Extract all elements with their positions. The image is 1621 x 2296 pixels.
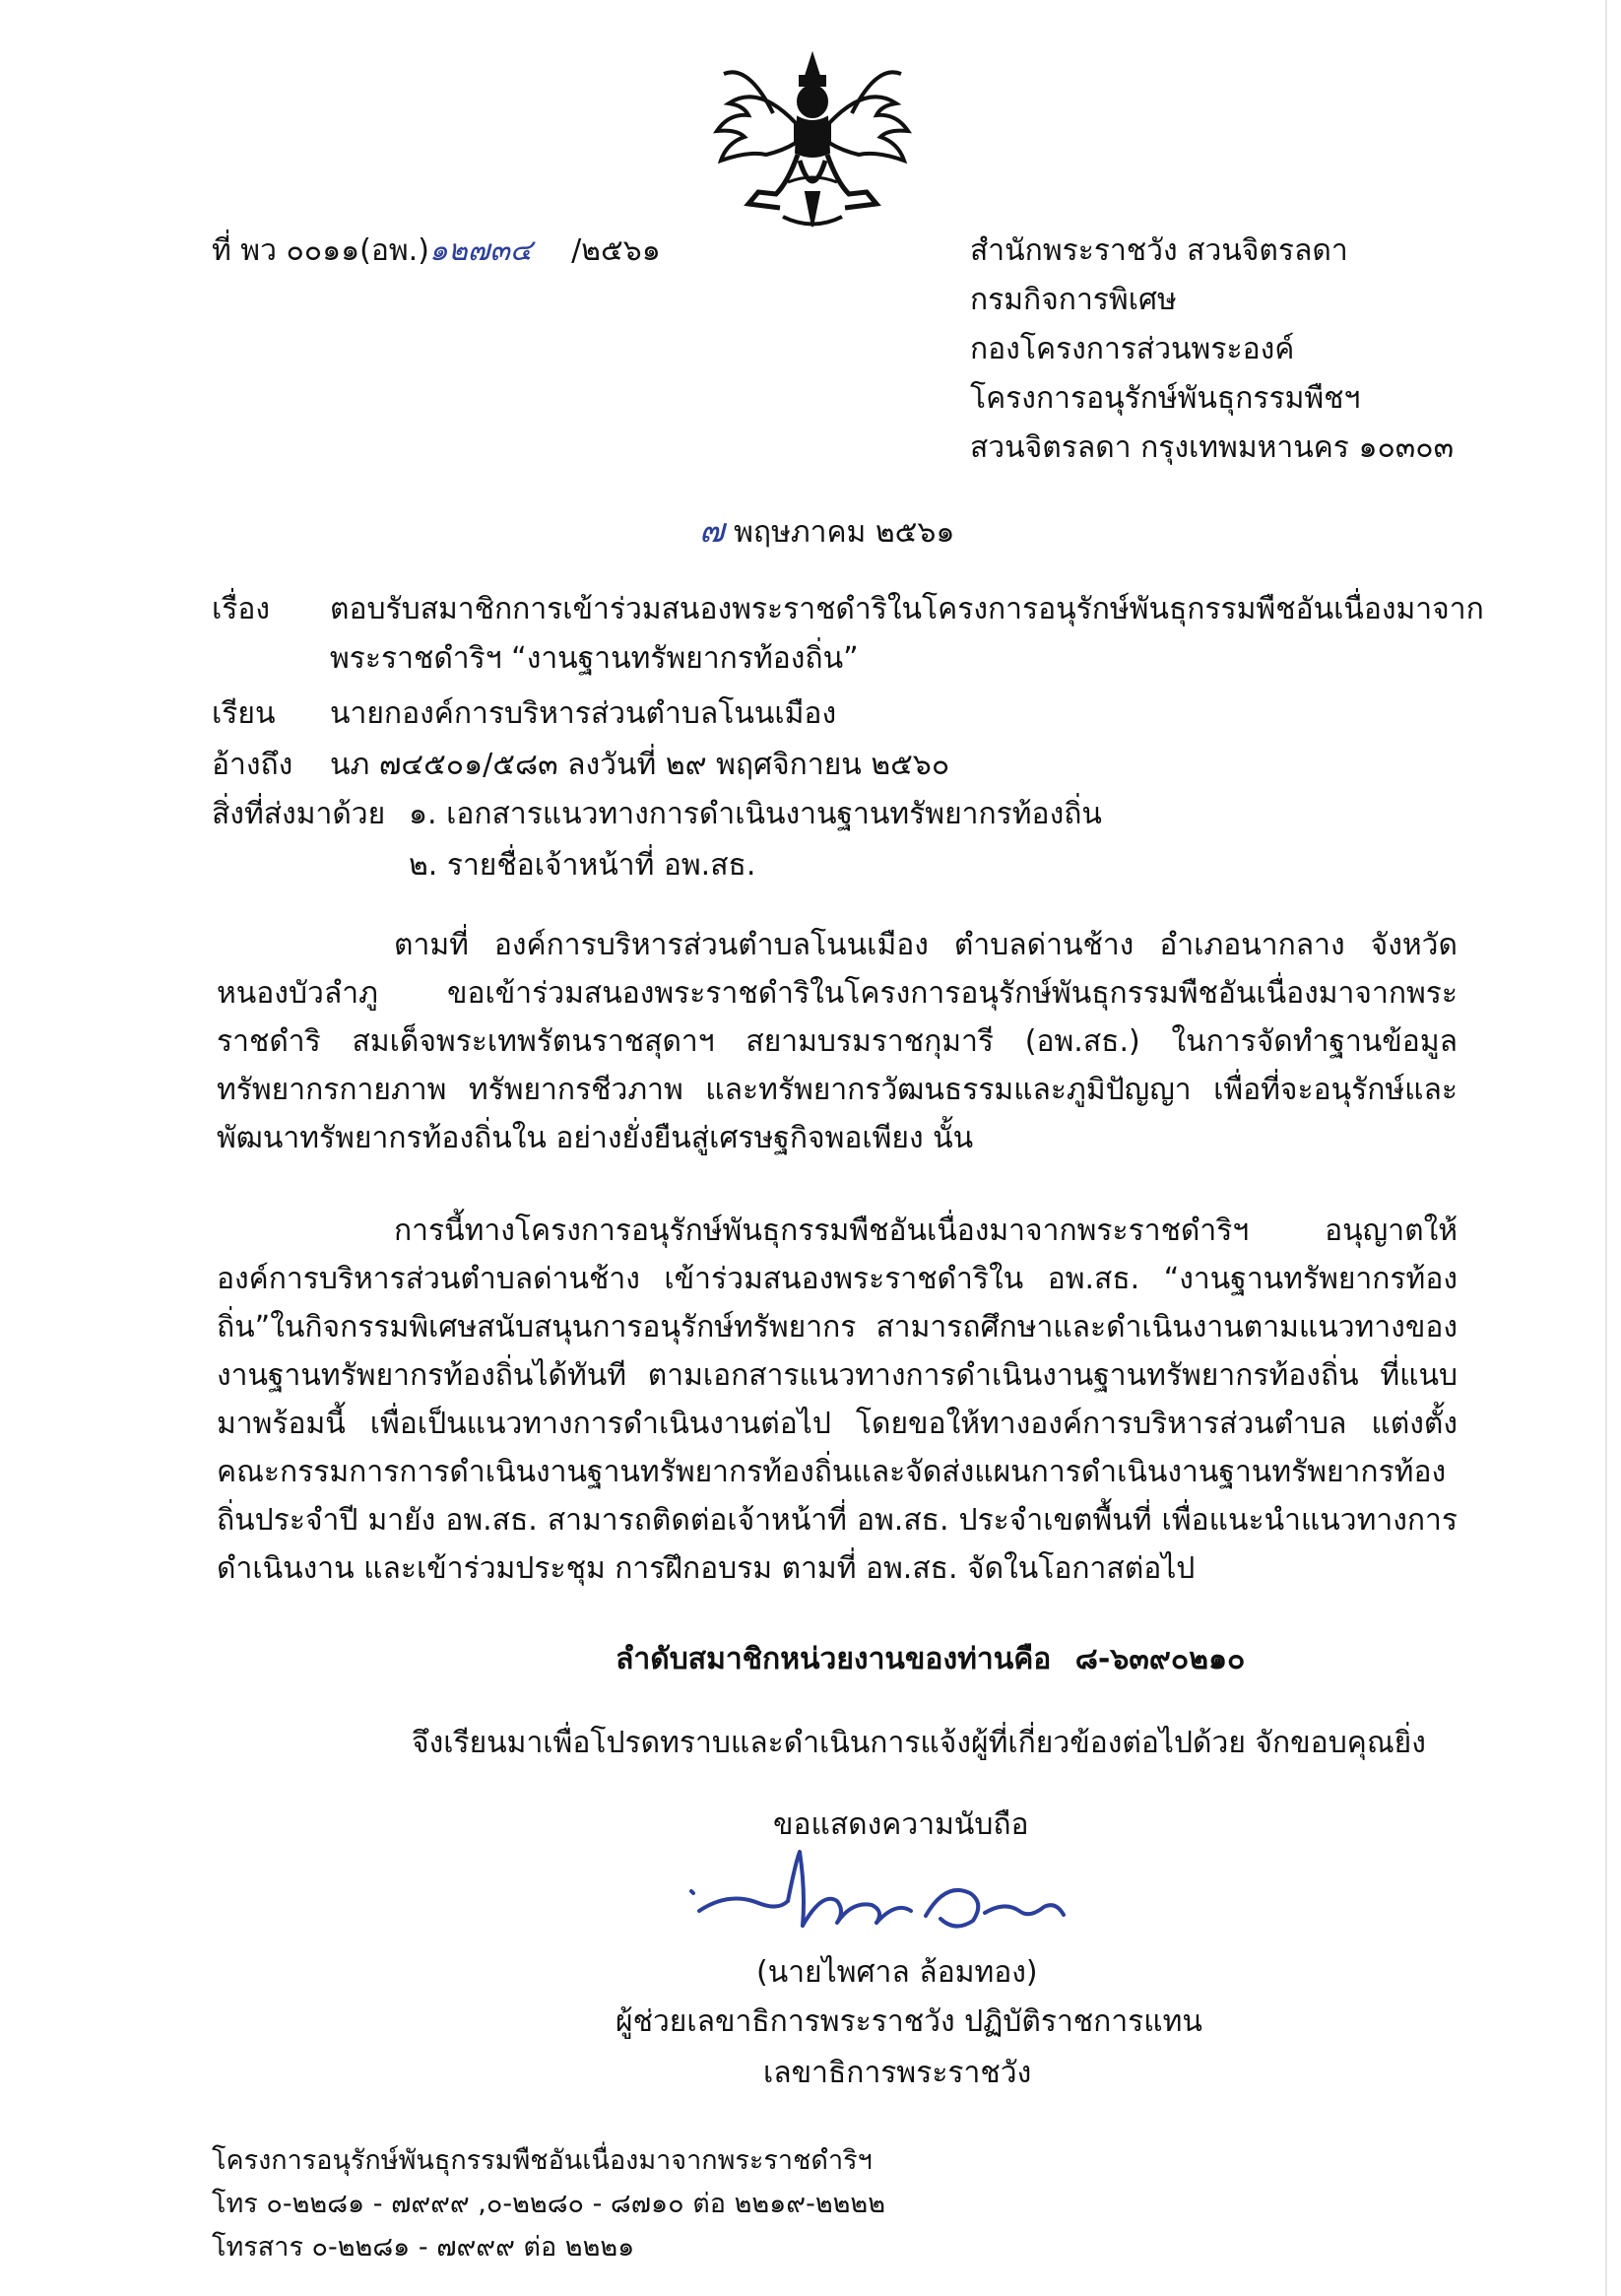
enclosure-label: สิ่งที่ส่งมาด้วย — [212, 797, 386, 831]
member-number-label: ลำดับสมาชิกหน่วยงานของท่านคือ — [616, 1642, 1052, 1676]
reference-number-handwritten: ๑๒๗๓๔ — [428, 233, 533, 268]
subject-line-2: พระราชดำริฯ “งานฐานทรัพยากรท้องถิ่น” — [330, 641, 859, 676]
subject-line-1: ตอบรับสมาชิกการเข้าร่วมสนองพระราชดำริในโครงการอนุรักษ์พันธุกรรมพืชอันเนื่องมาจาก — [330, 592, 1484, 626]
salutation: ขอแสดงความนับถือ — [773, 1807, 1029, 1842]
sender-line-1: สำนักพระราชวัง สวนจิตรลดา — [970, 233, 1348, 268]
reference-prefix: ที่ พว ๐๐๑๑(อพ.) — [212, 233, 429, 268]
letter-date — [699, 511, 955, 551]
garuda-emblem-icon — [689, 44, 936, 251]
enclosure-item-1: ๑. เอกสารแนวทางการดำเนินงานฐานทรัพยากรท้องถิ่น — [409, 797, 1102, 831]
date-day-handwritten: ๗ — [699, 511, 725, 551]
body-paragraph-2: การนี้ทางโครงการอนุรักษ์พันธุกรรมพืชอันเนื่องมาจากพระราชดำริฯ อนุญาตให้องค์การบริหารส่วนตำบลด่านช้าง เข้าร่วมสนองพระราชดำริใน อพ.สธ. “งานฐานทรัพยากรท้องถิ่น”ในกิจกรรมพิเศษสนับสนุนการอนุรักษ์ทรัพยากร สามารถศึกษาและดำเนินงานตามแนวทางของงานฐานทรัพยากรท้องถิ่นได้ทันที ตามเอกสารแนวทางการดำเนินงานฐานทรัพยากรท้องถิ่น ที่แนบมาพร้อมนี้ เพื่อเป็นแนวทางการดำเนินงานต่อไป โดยขอให้ทางองค์การบริหารส่วนตำบล แต่งตั้งคณะกรรมการการดำเนินงานฐานทรัพยากรท้องถิ่นและจัดส่งแผนการดำเนินงานฐานทรัพยากรท้องถิ่นประจำปี มายัง อพ.สธ. สามารถติดต่อเจ้าหน้าที่ อพ.สธ. ประจำเขตพื้นที่ เพื่อแนะนำแนวทางการดำเนินงาน และเข้าร่วมประชุม การฝึกอบรม ตามที่ อพ.สธ. จัดในโอกาสต่อไป — [217, 1214, 1458, 1586]
reference-year: /๒๕๖๑ — [571, 233, 661, 268]
member-number-value: ๘-๖๓๙๐๒๑๐ — [1074, 1642, 1246, 1676]
sender-line-2: กรมกิจการพิเศษ — [970, 283, 1177, 317]
enclosure-item-2: ๒. รายชื่อเจ้าหน้าที่ อพ.สธ. — [409, 848, 756, 883]
reference-number — [212, 233, 661, 268]
reference-label: อ้างถึง — [212, 748, 293, 782]
handwritten-signature — [689, 1842, 1073, 1950]
closing-paragraph: จึงเรียนมาเพื่อโปรดทราบและดำเนินการแจ้งผู้ที่เกี่ยวข้องต่อไปด้วย จักขอบคุณยิ่ง — [412, 1726, 1426, 1760]
footer-fax: โทรสาร ๐-๒๒๘๑ - ๗๙๙๙ ต่อ ๒๒๒๑ — [212, 2232, 635, 2263]
subject-label: เรื่อง — [212, 592, 271, 626]
reference-value: นภ ๗๔๕๐๑/๕๘๓ ลงวันที่ ๒๙ พฤศจิกายน ๒๕๖๐ — [330, 748, 950, 782]
sender-line-5: สวนจิตรลดา กรุงเทพมหานคร ๑๐๓๐๓ — [970, 430, 1455, 465]
date-month-year: พฤษภาคม ๒๕๖๑ — [734, 515, 955, 550]
signatory-position-1: ผู้ช่วยเลขาธิการพระราชวัง ปฏิบัติราชการแทน — [616, 2004, 1202, 2039]
to-label: เรียน — [212, 696, 276, 731]
footer-office: โครงการอนุรักษ์พันธุกรรมพืชอันเนื่องมาจากพระราชดำริฯ — [212, 2145, 873, 2176]
footer-phone: โทร ๐-๒๒๘๑ - ๗๙๙๙ ,๐-๒๒๘๐ - ๘๗๑๐ ต่อ ๒๒๑๙-๒๒๒๒ — [212, 2189, 886, 2219]
page-edge — [1605, 0, 1607, 2296]
signatory-position-2: เลขาธิการพระราชวัง — [763, 2056, 1032, 2090]
to-value: นายกองค์การบริหารส่วนตำบลโนนเมือง — [330, 696, 837, 731]
body-paragraph-1: ตามที่ องค์การบริหารส่วนตำบลโนนเมือง ตำบลด่านช้าง อำเภอนากลาง จังหวัดหนองบัวลำภู ขอเข้าร่วมสนองพระราชดำริในโครงการอนุรักษ์พันธุกรรมพืชอันเนื่องมาจากพระราชดำริ สมเด็จพระเทพรัตนราชสุดาฯ สยามบรมราชกุมารี (อพ.สธ.) ในการจัดทำฐานข้อมูลทรัพยากรกายภาพ ทรัพยากรชีวภาพ และทรัพยากรวัฒนธรรมและภูมิปัญญา เพื่อที่จะอนุรักษ์และพัฒนาทรัพยากรท้องถิ่นใน อย่างยั่งยืนสู่เศรษฐกิจพอเพียง นั้น — [217, 928, 1458, 1155]
sender-line-3: กองโครงการส่วนพระองค์ — [970, 332, 1295, 366]
member-number-line — [616, 1642, 1246, 1676]
signatory-name: (นายไพศาล ล้อมทอง) — [756, 1955, 1038, 1990]
sender-line-4: โครงการอนุรักษ์พันธุกรรมพืชฯ — [970, 381, 1361, 416]
